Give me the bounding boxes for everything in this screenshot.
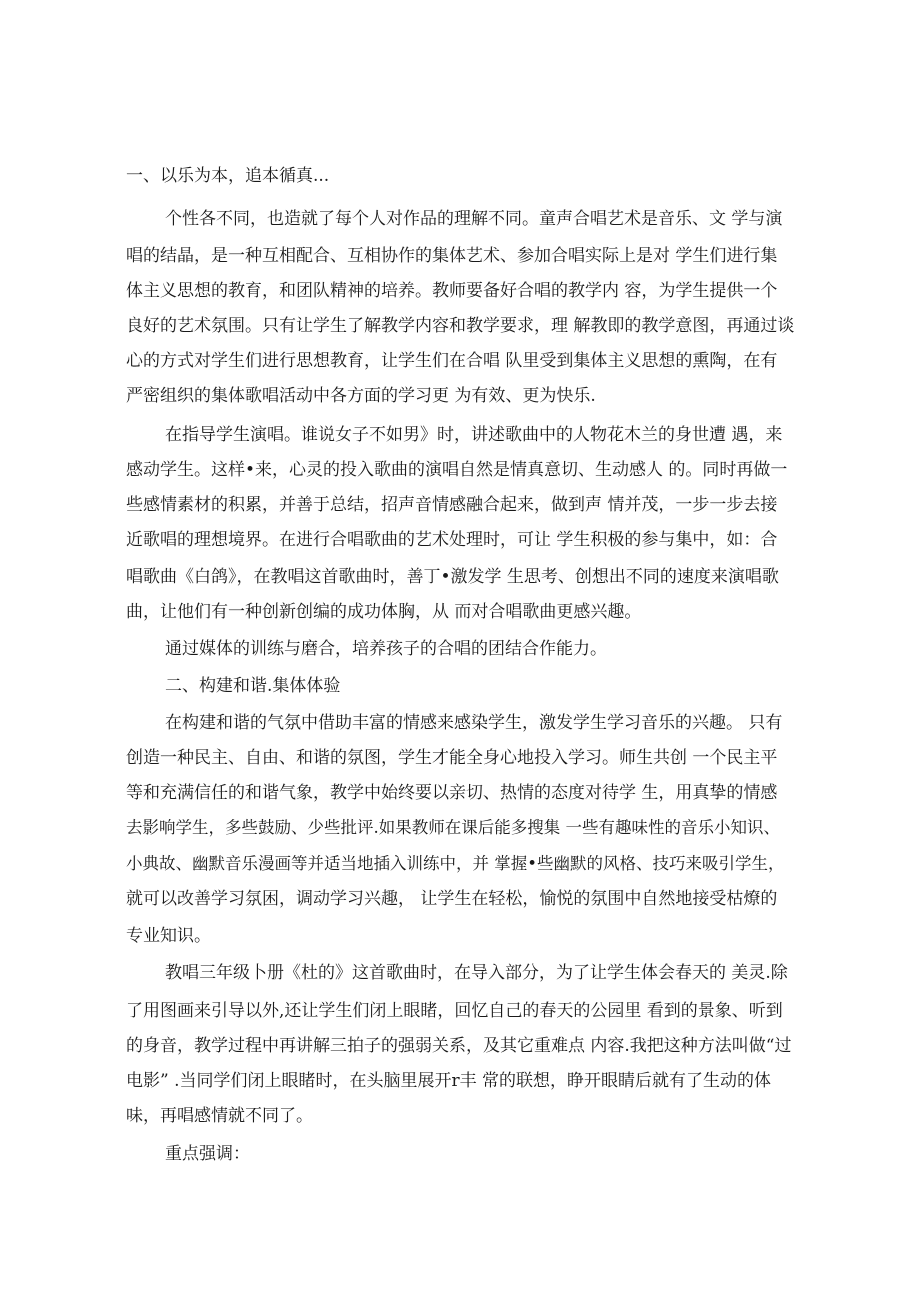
- paragraph-2-line-6: 曲，让他们有一种创新创编的成功体胸，从 而对合唱歌曲更感兴趣。: [126, 602, 642, 622]
- section-heading-2: 二、构建和谐.集体体验: [165, 676, 341, 696]
- paragraph-6-line-1: 重点强调：: [165, 1144, 250, 1164]
- paragraph-2-line-2: 感动学生。这样•来，心灵的投入歌曲的演唱自然是情真意切、生动感人 的。同时再做一: [126, 460, 788, 480]
- paragraph-5-line-4: 电影” .当同学们闭上眼睹时，在头脑里展开r丰 常的联想，睁开眼睛后就有了生动的体: [126, 1071, 772, 1091]
- paragraph-1-line-3: 体主义思想的教育，和团队精神的培养。教师要备好合唱的教学内 容，为学生提供一个: [126, 281, 778, 301]
- paragraph-1-line-5: 心的方式对学生们进行思想教育，让学生们在合唱 队里受到集体主义思想的熏陶，在有: [126, 351, 778, 371]
- paragraph-5-line-5: 味，再唱感情就不同了。: [126, 1106, 313, 1126]
- paragraph-4-line-7: 专业知识。: [126, 926, 211, 946]
- paragraph-5-line-2: 了用图画来引导以外,还让学生们闭上眼睹，回忆自己的春天的公园里 看到的景象、听到: [126, 1001, 783, 1021]
- paragraph-4-line-6: 就可以改善学习氛困，调动学习兴趣， 让学生在轻松，愉悦的氛围中自然地接受枯燎的: [126, 889, 778, 909]
- paragraph-2-line-5: 唱歌曲《白鸽》，在教唱这首歌曲时，善丁•激发学 生思考、创想出不同的速度来演唱歌: [126, 567, 779, 587]
- paragraph-1-line-1: 个性各不同，也造就了每个人对作品的理解不同。童声合唱艺术是音乐、文 学与演: [165, 209, 783, 229]
- paragraph-3-line-1: 通过媒体的训练与磨合，培养孩子的合唱的团结合作能力。: [165, 639, 607, 659]
- paragraph-5-line-1: 教唱三年级卜册《杜的》这首歌曲时，在导入部分，为了让学生体会春天的 美灵.除: [165, 963, 788, 983]
- paragraph-1-line-6: 严密组织的集体歌唱活动中各方面的学习更 为有效、更为快乐.: [126, 386, 596, 406]
- section-heading-1: 一、以乐为本，追本循真...: [126, 166, 330, 186]
- paragraph-4-line-2: 创造一种民主、自由、和谐的氛图，学生才能全身心地投入学习。师生共创 一个民主平: [126, 748, 778, 768]
- paragraph-2-line-4: 近歌唱的理想境界。在进行合唱歌曲的艺术处理时，可让 学生积极的参与集中，如：合: [126, 530, 778, 550]
- paragraph-4-line-3: 等和充满信任的和谐气象，教学中始终要以亲切、热情的态度对待学 生，用真挚的情感: [126, 783, 778, 803]
- paragraph-5-line-3: 的身音，教学过程中再讲解三拍子的强弱关系，及其它重难点 内容.我把这种方法叫做“过: [126, 1036, 792, 1056]
- paragraph-2-line-1: 在指导学生演唱。谁说女子不如男》时，讲述歌曲中的人物花木兰的身世遭 遇，来: [165, 425, 783, 445]
- paragraph-4-line-5: 小典故、幽默音乐漫画等并适当地插入训练中，并 掌握•些幽默的风格、技巧来吸引学生，: [126, 854, 785, 873]
- paragraph-4-line-4: 去影响学生，多些鼓励、少些批评.如果教师在课后能多搜集 一些有趣味性的音乐小知识、: [126, 818, 780, 837]
- paragraph-1-line-4: 良好的艺术氛围。只有让学生了解教学内容和教学要求，理 解教即的教学意图，再通过谈: [126, 316, 795, 336]
- paragraph-1-line-2: 唱的结晶，是一种互相配合、互相协作的集体艺术、参加合唱实际上是对 学生们进行集: [126, 246, 778, 266]
- paragraph-4-line-1: 在构建和谐的气氛中借助丰富的情感来感染学生，激发学生学习音乐的兴趣。 只有: [165, 713, 783, 733]
- paragraph-2-line-3: 些感情素材的积累，并善于总结，招声音情感融合起来，做到声 情并茂，一步一步去接: [126, 495, 778, 515]
